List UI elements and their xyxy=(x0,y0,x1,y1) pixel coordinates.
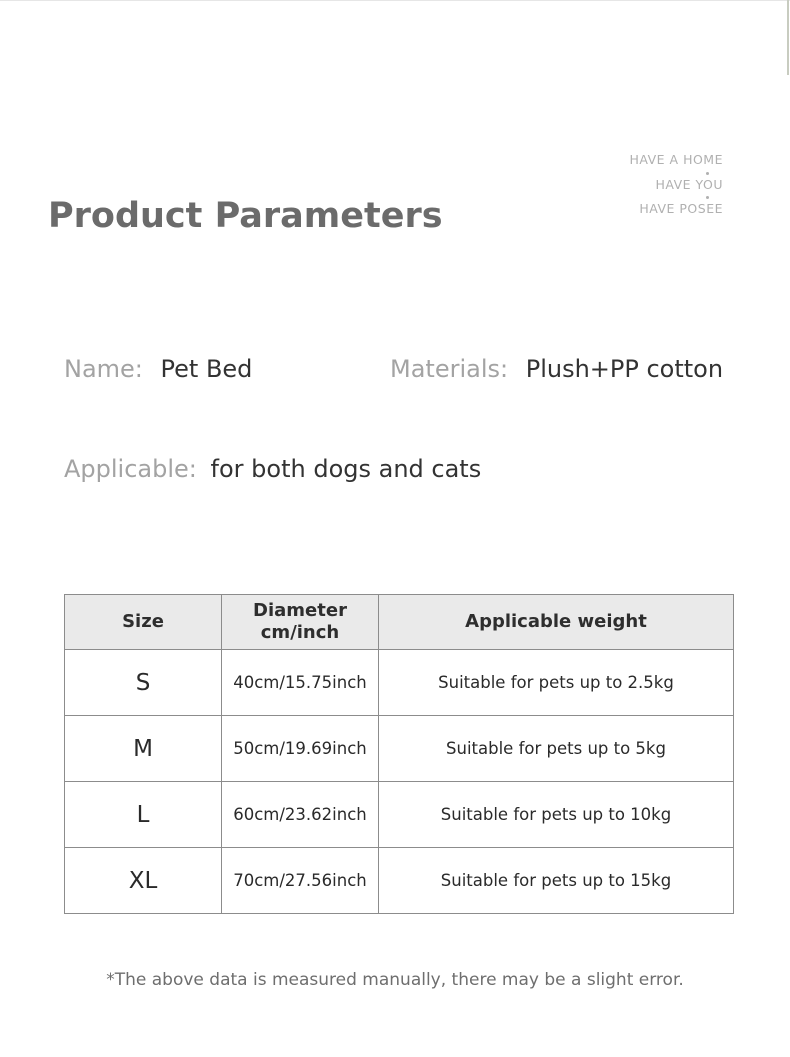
table-row xyxy=(65,650,734,716)
footnote: *The above data is measured manually, there may be a slight error. xyxy=(106,970,684,990)
weight-cell: Suitable for pets up to 5kg xyxy=(379,716,734,782)
applicable-value: for both dogs and cats xyxy=(210,455,482,483)
name-field xyxy=(64,355,252,383)
applicable-label: Applicable: xyxy=(64,455,197,483)
table-row xyxy=(65,848,734,914)
materials-value: Plush+PP cotton xyxy=(525,355,724,383)
materials-label: Materials: xyxy=(390,355,509,383)
materials-field xyxy=(390,355,723,383)
diameter-cell: 60cm/23.62inch xyxy=(222,782,379,848)
size-cell: L xyxy=(65,782,222,848)
size-cell: M xyxy=(65,716,222,782)
tagline-line-3-text: HAVE POSEE xyxy=(639,201,723,216)
tagline-dot-icon xyxy=(706,172,709,175)
diameter-cell: 70cm/27.56inch xyxy=(222,848,379,914)
size-cell: XL xyxy=(65,848,222,914)
tagline-line-3 xyxy=(629,199,723,224)
name-label: Name: xyxy=(64,355,143,383)
table-row xyxy=(65,782,734,848)
header-weight: Applicable weight xyxy=(379,595,734,650)
tagline-line-1: HAVE A HOME xyxy=(629,152,723,167)
tagline-line-2-text: HAVE YOU xyxy=(655,176,723,192)
size-table xyxy=(64,594,734,914)
header-size: Size xyxy=(65,595,222,650)
corner-accent-bar xyxy=(787,0,789,75)
weight-cell: Suitable for pets up to 10kg xyxy=(379,782,734,848)
diameter-cell: 40cm/15.75inch xyxy=(222,650,379,716)
name-value: Pet Bed xyxy=(160,355,253,383)
weight-cell: Suitable for pets up to 15kg xyxy=(379,848,734,914)
header-diameter: Diameter cm/inch xyxy=(222,595,379,650)
top-divider xyxy=(0,0,790,1)
page-title: Product Parameters xyxy=(48,196,443,236)
table-header-row xyxy=(65,595,734,650)
size-cell: S xyxy=(65,650,222,716)
applicable-field xyxy=(64,455,481,483)
diameter-cell: 50cm/19.69inch xyxy=(222,716,379,782)
brand-tagline xyxy=(629,150,723,224)
weight-cell: Suitable for pets up to 2.5kg xyxy=(379,650,734,716)
tagline-line-2 xyxy=(629,175,723,200)
table-row xyxy=(65,716,734,782)
tagline-dot-icon xyxy=(706,196,709,199)
